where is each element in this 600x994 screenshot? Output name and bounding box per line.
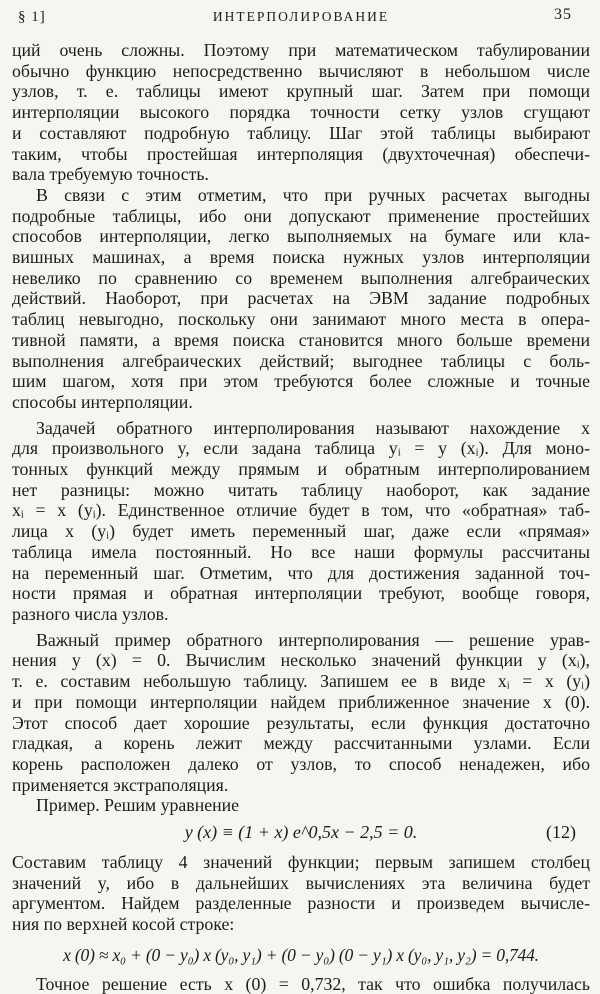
text-line: xᵢ = x (yᵢ). Единственное отличие будет в том, что «обратная» таб- [12, 500, 590, 521]
text-line: выполнения алгебраических действий; выгоднее таблицы с боль- [12, 350, 590, 371]
text-line: обычно функцию непосредственно вычисляют в небольшом числе [12, 60, 590, 81]
paragraph-3 [12, 418, 590, 625]
text-line: В связи с этим отметим, что при ручных расчетах выгодны [36, 184, 590, 205]
text-line: ности прямая и обратная интерполяции требуют, вообще говоря, [12, 583, 590, 604]
page-number: 35 [554, 6, 572, 23]
equation-12 [12, 816, 590, 852]
equation-number: (12) [546, 822, 576, 843]
running-title: ИНТЕРПОЛИРОВАНИЕ [212, 9, 390, 24]
text-line: вала требуемую точность. [12, 164, 209, 185]
text-line: вишных машинах, а время поиска нужных узлов интерполяции [12, 247, 590, 268]
text-line: действий. Наоборот, при расчетах на ЭВМ задание подробных [12, 288, 590, 309]
text-line: таким, чтобы простейшая интерполяция (двухточечная) обеспечи- [12, 143, 590, 164]
text-line: т. е. составим небольшую таблицу. Запишем ее в виде xᵢ = x (yᵢ) [12, 671, 590, 692]
paragraph-6 [12, 852, 590, 935]
text-line: ций очень сложны. Поэтому при математическом табулировании [12, 40, 590, 60]
text-line: для произвольного y, если задана таблица yᵢ = y (xᵢ). Для моно- [12, 438, 590, 459]
text-line: Задачей обратного интерполирования называют нахождение x [36, 417, 590, 438]
running-header [12, 0, 590, 40]
text-line: шим шагом, хотя при этом требуются более сложные и точные [12, 371, 590, 392]
text-line: Этот способ дает хорошие результаты, если функция достаточно [12, 712, 590, 733]
text-line: применяется экстраполяция. [12, 774, 229, 795]
paragraph-4 [12, 630, 590, 796]
text-line: тивной памяти, а время поиска становится много больше времени [12, 329, 590, 350]
paragraph-5 [12, 795, 590, 816]
text-line: и при помощи интерполяции найдем приближенное значение x (0). [12, 691, 590, 712]
text-line: тонных функций между прямым и обратным интерполированием [12, 459, 590, 480]
text-line: значений y, ибо в дальнейших вычислениях эта величина будет [12, 872, 590, 893]
text-line: разного числа узлов. [12, 603, 169, 624]
text-line: невелико по сравнению со временем выполнения алгебраических [12, 267, 590, 288]
text-line: таблиц невыгодно, поскольку они занимают много места в опера- [12, 309, 590, 330]
text-line: аргументом. Найдем разделенные разности и произведем вычисле- [12, 893, 590, 914]
equation-text: y (x) ≡ (1 + x) e^0,5x − 2,5 = 0. [184, 822, 418, 843]
paragraph-1 [12, 40, 590, 185]
text-line: и составляют подробную таблицу. Шаг этой таблицы выбирают [12, 122, 590, 143]
text-line: Важный пример обратного интерполирования — решение урав- [36, 629, 590, 650]
text-line: подробные таблицы, ибо они допускают применение простейших [12, 205, 590, 226]
paragraph-2 [12, 185, 590, 413]
text-line: Составим таблицу 4 значений функции; первым запишем столбец [12, 852, 590, 873]
text-line: таблица имела постоянный. Но все наши формулы рассчитаны [12, 541, 590, 562]
section-marker: § 1] [18, 9, 46, 25]
text-line: лица x (yᵢ) будет иметь переменный шаг, даже если «прямая» [12, 521, 590, 542]
text-line: на переменный шаг. Отметим, что для достижения заданной точ- [12, 562, 590, 583]
text-line: Пример. Решим уравнение [36, 795, 240, 816]
page-body [12, 40, 590, 994]
text-line: корень расположен далеко от узлов, то способ ненадежен, ибо [12, 753, 590, 774]
text-line: способы интерполяции. [12, 391, 193, 412]
text-line: способов интерполяции, легко выполняемых на бумаге или кла- [12, 226, 590, 247]
text-line: нет разницы: можно читать таблицу наоборот, как задание [12, 479, 590, 500]
text-line: нения y (x) = 0. Вычислим несколько значений функции y (xᵢ), [12, 650, 590, 671]
text-line: Точное решение есть x (0) = 0,732, так что ошибка получилась [36, 973, 590, 994]
interpolation-formula: x (0) ≈ x₀ + (0 − y₀) x (y₀, y₁) + (0 − y₀) (0 − y₁) x (y₀, y₁, y₂) = 0,744. [63, 944, 539, 965]
text-line: гладкая, а корень лежит между рассчитанными узлами. Если [12, 733, 590, 754]
text-line: ния по верхней косой строке: [12, 914, 235, 935]
text-line: интерполяции высокого порядка точности сетку узлов сгущают [12, 102, 590, 123]
text-line: узлов, т. е. таблицы имеют крупный шаг. Затем при помощи [12, 81, 590, 102]
